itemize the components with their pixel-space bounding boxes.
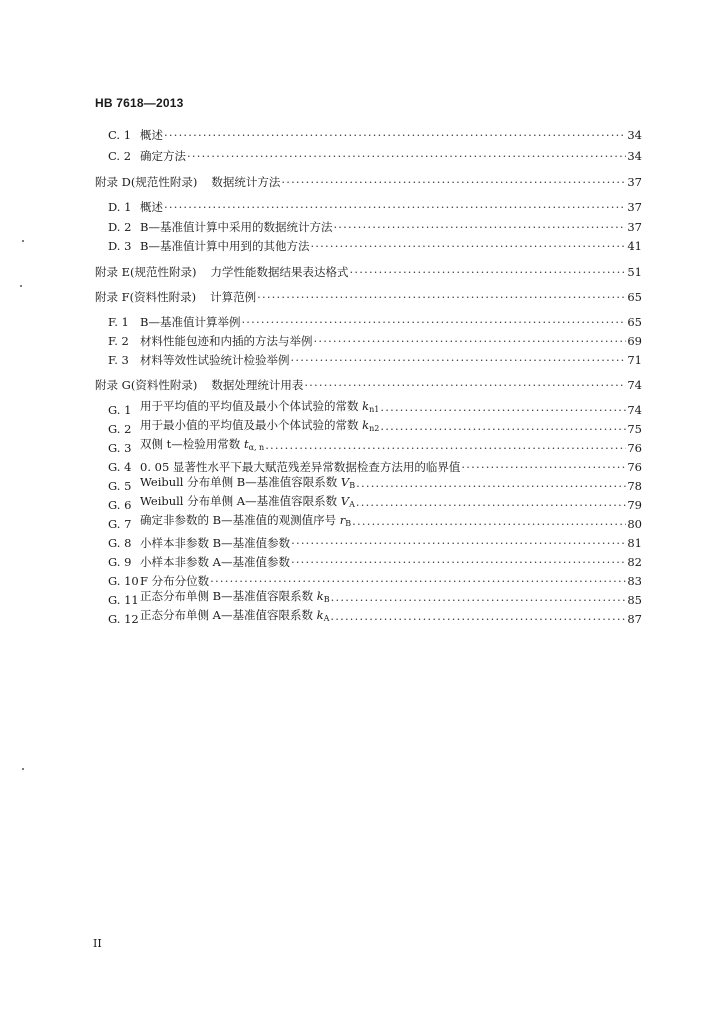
toc-entry bbox=[108, 399, 642, 418]
toc-entry-page: 34 bbox=[627, 149, 642, 163]
toc-entry-page: 65 bbox=[627, 315, 642, 329]
toc-entry-page: 83 bbox=[627, 574, 642, 588]
toc-entry-title bbox=[140, 417, 379, 437]
toc-leader-dots bbox=[291, 554, 626, 570]
toc-entry-page: 74 bbox=[627, 378, 642, 392]
toc-entry-number: G. 6 bbox=[108, 498, 132, 512]
toc-entry-title-text: 数据统计方法 bbox=[211, 175, 281, 189]
toc-entry-title-text: Weibull 分布单侧 B—基准值容限系数 bbox=[140, 475, 338, 489]
toc-entry bbox=[108, 494, 642, 513]
toc-entry-number: G. 2 bbox=[108, 422, 132, 436]
toc-entry-title bbox=[140, 148, 186, 164]
toc-entry-title bbox=[211, 377, 303, 393]
toc-entry-title-text: 双侧 t—检验用常数 bbox=[140, 437, 241, 451]
toc-entry-page: 78 bbox=[627, 479, 642, 493]
toc-entry-page: 85 bbox=[627, 593, 642, 607]
toc-entry-number: D. 1 bbox=[108, 200, 132, 214]
scan-speck bbox=[22, 240, 24, 242]
toc-entry-page: 51 bbox=[627, 265, 642, 279]
toc-entry-title bbox=[140, 573, 209, 589]
toc-entry-page: 76 bbox=[627, 460, 642, 474]
toc-entry-number: 附录 E(规范性附录) bbox=[95, 265, 197, 279]
toc-entry-number: 附录 D(规范性附录) bbox=[95, 175, 198, 189]
toc-entry-subscript: B bbox=[323, 595, 330, 604]
toc-entry-number: G. 11 bbox=[108, 593, 139, 607]
toc-entry-page: 41 bbox=[627, 239, 642, 253]
toc-entry-page: 37 bbox=[627, 175, 642, 189]
toc-leader-dots bbox=[380, 421, 626, 437]
toc-entry bbox=[95, 174, 642, 190]
toc-entry-title-text: 用于平均值的平均值及最小个体试验的常数 bbox=[140, 399, 359, 413]
toc-entry-title bbox=[211, 264, 349, 280]
toc-entry bbox=[95, 289, 642, 305]
toc-entry-title-text: 确定非参数的 B—基准值的观测值序号 bbox=[140, 513, 337, 527]
toc-entry-symbol: r bbox=[339, 513, 346, 527]
toc-entry bbox=[108, 513, 642, 532]
toc-entry-title bbox=[140, 512, 351, 532]
toc-entry-title bbox=[140, 588, 330, 608]
toc-leader-dots bbox=[291, 352, 627, 368]
toc-entry bbox=[108, 608, 642, 627]
toc-entry-subscript: n1 bbox=[369, 405, 380, 414]
toc-entry-title bbox=[140, 554, 290, 570]
toc-leader-dots bbox=[310, 238, 626, 254]
toc-entry-title-text: 概述 bbox=[140, 200, 163, 214]
toc-entry bbox=[108, 199, 642, 215]
toc-entry-title bbox=[140, 459, 460, 475]
toc-entry-title bbox=[211, 174, 280, 190]
toc-leader-dots bbox=[265, 440, 626, 456]
toc-entry-page: 34 bbox=[627, 128, 642, 142]
toc-entry bbox=[108, 314, 642, 330]
toc-entry-title-text: Weibull 分布单侧 A—基准值容限系数 bbox=[140, 494, 338, 508]
toc-entry-page: 81 bbox=[627, 536, 642, 550]
toc-entry-symbol: k bbox=[362, 399, 370, 413]
toc-entry-title bbox=[140, 219, 332, 235]
toc-entry-title-text: 正态分布单侧 A—基准值容限系数 bbox=[140, 608, 313, 622]
toc-entry bbox=[108, 475, 642, 494]
toc-leader-dots bbox=[187, 148, 626, 164]
toc-entry-number: G. 5 bbox=[108, 479, 132, 493]
toc-entry-page: 65 bbox=[627, 290, 642, 304]
toc-leader-dots bbox=[331, 592, 627, 608]
toc-entry-symbol: k bbox=[362, 418, 370, 432]
toc-entry-number: F. 1 bbox=[108, 315, 129, 329]
toc-entry bbox=[95, 377, 642, 393]
toc-entry-title bbox=[140, 314, 240, 330]
toc-entry-number: C. 2 bbox=[108, 149, 132, 163]
toc-entry bbox=[95, 264, 642, 280]
toc-entry-title bbox=[140, 238, 309, 254]
toc-entry-number: G. 9 bbox=[108, 555, 132, 569]
toc-entry-title-text: 计算范例 bbox=[210, 290, 257, 304]
toc-entry-subscript: B bbox=[349, 481, 356, 490]
toc-leader-dots bbox=[164, 199, 626, 215]
toc-entry-title bbox=[140, 474, 355, 494]
toc-entry-title bbox=[140, 333, 313, 349]
toc-entry-number: C. 1 bbox=[108, 128, 132, 142]
toc-entry-symbol: t bbox=[243, 437, 249, 451]
toc-entry-title bbox=[140, 607, 329, 627]
toc-entry bbox=[108, 437, 642, 456]
toc-entry-symbol: V bbox=[340, 475, 350, 489]
toc-leader-dots bbox=[257, 289, 626, 305]
toc-entry-title bbox=[140, 398, 379, 418]
toc-entry-subscript: α, n bbox=[248, 443, 265, 452]
toc-entry-subscript: A bbox=[323, 614, 330, 623]
toc-entry-subscript: B bbox=[345, 519, 352, 528]
toc-entry-page: 74 bbox=[627, 403, 642, 417]
toc-entry-title-text: 数据处理统计用表 bbox=[211, 378, 304, 392]
toc-leader-dots bbox=[291, 535, 626, 551]
toc-leader-dots bbox=[314, 333, 627, 349]
toc-entry-number: 附录 G(资料性附录) bbox=[95, 378, 198, 392]
toc-entry-page: 82 bbox=[627, 555, 642, 569]
toc-entry-title-text: 概述 bbox=[140, 128, 163, 142]
toc-entry-title-text: 用于最小值的平均值及最小个体试验的常数 bbox=[140, 418, 359, 432]
toc-entry-title bbox=[140, 199, 163, 215]
toc-leader-dots bbox=[461, 459, 626, 475]
toc-entry-title-text: 0. 05 显著性水平下最大赋范残差异常数据检查方法用的临界值 bbox=[140, 460, 461, 474]
toc-entry bbox=[108, 589, 642, 608]
toc-entry-title bbox=[210, 289, 256, 305]
toc-entry-page: 87 bbox=[627, 612, 642, 626]
toc-entry-number: 附录 F(资料性附录) bbox=[95, 290, 197, 304]
toc-entry-title-text: B—基准值计算中用到的其他方法 bbox=[140, 239, 310, 253]
scan-speck bbox=[22, 768, 24, 770]
toc-entry-subscript: A bbox=[349, 500, 355, 509]
toc-entry-title-text: 小样本非参数 A—基准值参数 bbox=[140, 555, 290, 569]
toc-leader-dots bbox=[210, 573, 626, 589]
toc-entry bbox=[108, 459, 642, 475]
toc-entry bbox=[108, 148, 642, 164]
toc-leader-dots bbox=[164, 127, 626, 143]
toc-entry-title-text: 材料性能包迹和内插的方法与举例 bbox=[140, 334, 313, 348]
toc-entry-page: 80 bbox=[627, 517, 642, 531]
toc-entry-number: G. 12 bbox=[108, 612, 139, 626]
toc-leader-dots bbox=[350, 264, 627, 280]
toc-entry-page: 37 bbox=[627, 200, 642, 214]
toc-entry-subscript: n2 bbox=[369, 424, 380, 433]
toc-entry-title bbox=[140, 436, 264, 456]
toc-entry-title bbox=[140, 127, 163, 143]
toc-entry-title-text: 小样本非参数 B—基准值参数 bbox=[140, 536, 291, 550]
toc-entry-number: G. 4 bbox=[108, 460, 132, 474]
scan-speck bbox=[20, 285, 22, 287]
toc-entry-page: 69 bbox=[627, 334, 642, 348]
toc-leader-dots bbox=[356, 497, 627, 513]
toc-entry-number: G. 7 bbox=[108, 517, 132, 531]
toc-entry-number: G. 8 bbox=[108, 536, 132, 550]
toc-entry-number: F. 3 bbox=[108, 353, 129, 367]
toc-entry bbox=[108, 352, 642, 368]
toc-entry bbox=[108, 418, 642, 437]
toc-entry-title-text: B—基准值计算举例 bbox=[140, 315, 241, 329]
toc-entry bbox=[108, 333, 642, 349]
toc-entry bbox=[108, 554, 642, 570]
toc-entry bbox=[108, 238, 642, 254]
page-number: II bbox=[93, 937, 102, 950]
toc-leader-dots bbox=[352, 516, 626, 532]
toc-entry bbox=[108, 535, 642, 551]
toc-entry bbox=[108, 127, 642, 143]
toc-leader-dots bbox=[304, 377, 626, 393]
toc-entry-page: 37 bbox=[627, 220, 642, 234]
toc-leader-dots bbox=[356, 478, 626, 494]
toc-entry-title-text: F 分布分位数 bbox=[140, 574, 210, 588]
toc-entry-symbol: k bbox=[316, 589, 324, 603]
toc-entry-title-text: 确定方法 bbox=[140, 149, 186, 163]
toc-entry-title-text: B—基准值计算中采用的数据统计方法 bbox=[140, 220, 333, 234]
toc-entry bbox=[108, 573, 642, 589]
toc-entry-title bbox=[140, 352, 290, 368]
toc-entry-number: G. 1 bbox=[108, 403, 132, 417]
toc-entry-title-text: 材料等效性试验统计检验举例 bbox=[140, 353, 290, 367]
toc-leader-dots bbox=[241, 314, 626, 330]
toc-entry-title bbox=[140, 493, 355, 513]
toc-entry-page: 76 bbox=[627, 441, 642, 455]
toc-entry-number: D. 2 bbox=[108, 220, 132, 234]
toc-entry-title bbox=[140, 535, 290, 551]
toc-entry-symbol: k bbox=[316, 608, 324, 622]
toc-entry-number: G. 10 bbox=[108, 574, 139, 588]
document-code: HB 7618—2013 bbox=[95, 96, 184, 110]
toc-entry-title-text: 力学性能数据结果表达格式 bbox=[210, 265, 349, 279]
toc-entry-page: 71 bbox=[627, 353, 642, 367]
toc-entry-number: D. 3 bbox=[108, 239, 132, 253]
toc-leader-dots bbox=[281, 174, 626, 190]
toc-entry-number: G. 3 bbox=[108, 441, 132, 455]
toc-leader-dots bbox=[333, 219, 626, 235]
toc-entry-number: F. 2 bbox=[108, 334, 129, 348]
toc-leader-dots bbox=[330, 611, 626, 627]
toc-entry-title-text: 正态分布单侧 B—基准值容限系数 bbox=[140, 589, 314, 603]
toc-entry bbox=[108, 219, 642, 235]
toc-leader-dots bbox=[380, 402, 626, 418]
toc-entry-page: 79 bbox=[627, 498, 642, 512]
toc-entry-page: 75 bbox=[627, 422, 642, 436]
toc-entry-symbol: V bbox=[340, 494, 350, 508]
